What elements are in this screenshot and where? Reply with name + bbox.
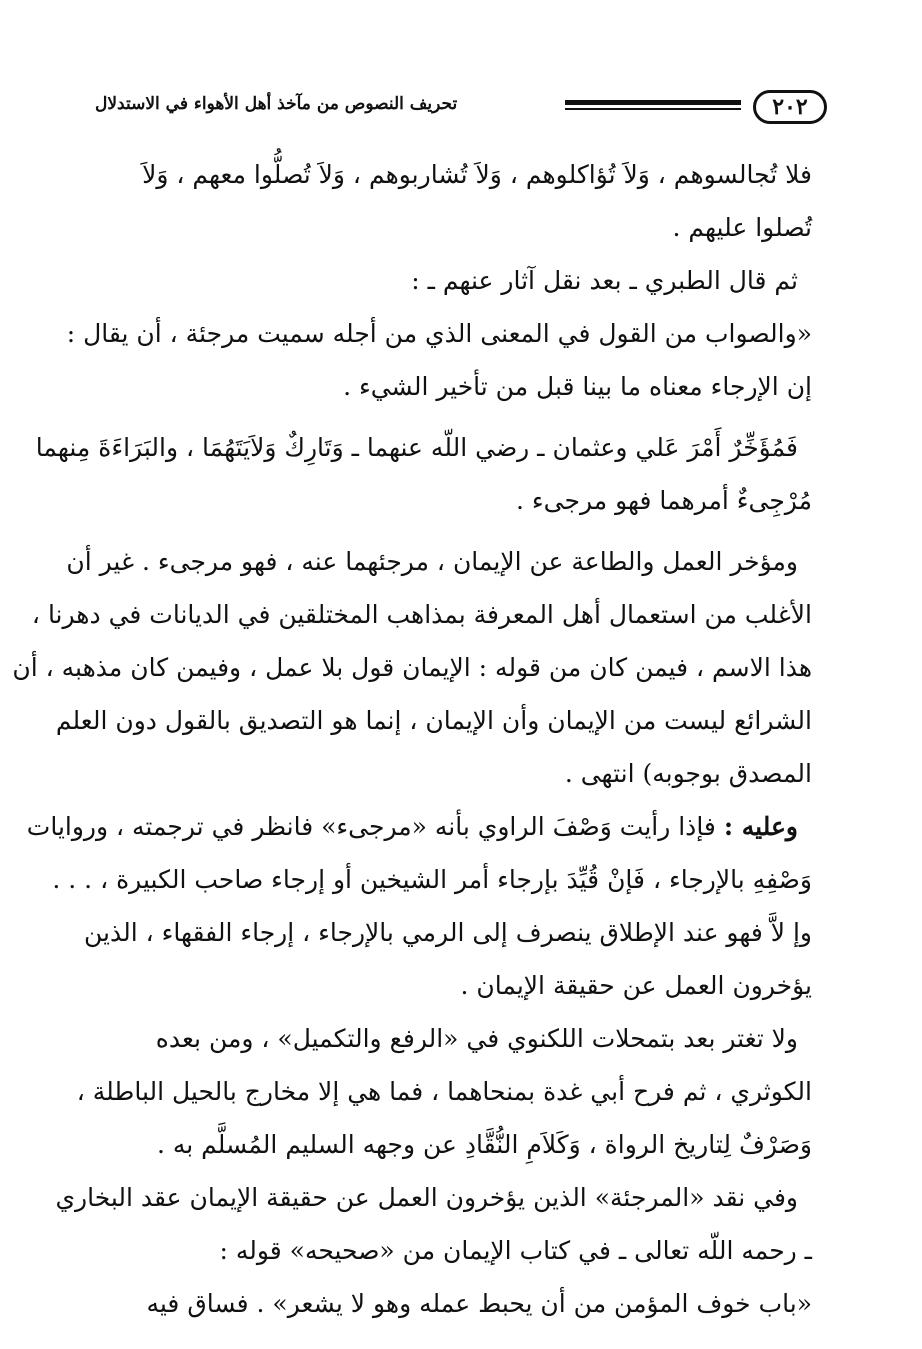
- body-text: [12, 148, 812, 1330]
- text-line: هذا الاسم ، فيمن كان من قوله : الإيمان قول بلا عمل ، وفيمن كان مذهبه ، أن: [12, 653, 812, 682]
- text-line: «باب خوف المؤمن من أن يحبط عمله وهو لا يشعر» . فساق فيه: [146, 1289, 812, 1318]
- running-header: [95, 88, 827, 128]
- text-line: إن الإرجاء معناه ما بينا قبل من تأخير الشيء .: [343, 372, 812, 401]
- text-line: تُصلوا عليهم .: [672, 213, 812, 242]
- paragraph: [35, 421, 812, 527]
- header-rule: [565, 100, 741, 110]
- running-title: تحريف النصوص من مآخذ أهل الأهواء في الاستدلال: [95, 94, 458, 114]
- text-line: وَصَرْفٌ لِتاريخ الرواة ، وَكَلاَمِ النُّقَّادِ عن وجهه السليم المُسلَّم به .: [156, 1130, 812, 1159]
- paragraph: [26, 800, 812, 1012]
- text-line: وفي نقد «المرجئة» الذين يؤخرون العمل عن حقيقة الإيمان عقد البخاري: [55, 1183, 798, 1212]
- paragraph: [55, 1171, 812, 1277]
- text-line: المصدق بوجوبه) انتهى .: [564, 759, 812, 788]
- text-line: فلا تُجالسوهم ، وَلاَ تُؤاكلوهم ، وَلاَ تُشاربوهم ، وَلاَ تُصلُّوا معهم ، وَلاَ: [142, 160, 812, 189]
- text-line: وَصْفِهِ بالإرجاء ، فَإنْ قُيِّدَ بإرجاء أمر الشيخين أو إرجاء صاحب الكبيرة ، . . .: [52, 865, 812, 894]
- text-run: فإذا رأيت وَصْفَ الراوي بأنه «مرجىء» فانظر في ترجمته ، وروايات: [26, 812, 724, 841]
- text-line: وإ لاَّ فهو عند الإطلاق ينصرف إلى الرمي بالإرجاء ، إرجاء الفقهاء ، الذين: [84, 918, 812, 947]
- text-line: الكوثري ، ثم فرح أبي غدة بمنحاهما ، فما هي إلا مخارج بالحيل الباطلة ،: [76, 1077, 812, 1106]
- text-line: «والصواب من القول في المعنى الذي من أجله سميت مرجئة ، أن يقال :: [66, 319, 812, 348]
- text-line: ولا تغتر بعد بتمحلات اللكنوي في «الرفع والتكميل» ، ومن بعده: [155, 1024, 798, 1053]
- paragraph: [100, 254, 812, 307]
- text-line: [26, 800, 812, 853]
- text-line: ـ رحمه اللّه تعالى ـ في كتاب الإيمان من «صحيحه» قوله :: [219, 1236, 812, 1265]
- text-line: ثم قال الطبري ـ بعد نقل آثار عنهم ـ :: [411, 266, 798, 295]
- paragraph: [12, 535, 812, 800]
- paragraph: [100, 148, 812, 254]
- paragraph: [100, 1277, 812, 1330]
- page-number: ٢٠٢: [753, 90, 827, 124]
- lead-word: وعليه :: [723, 812, 798, 841]
- text-line: ومؤخر العمل والطاعة عن الإيمان ، مرجئهما عنه ، فهو مرجىء . غير أن: [66, 547, 798, 576]
- text-line: فَمُؤَخِّرٌ أَمْرَ عَلي وعثمان ـ رضي اللّه عنهما ـ وَتَارِكٌ وَلاَيَتَهُمَا ، والبَرَاءَةَ مِنهما: [35, 433, 798, 462]
- text-line: مُرْجِىءٌ أمرهما فهو مرجىء .: [516, 486, 812, 515]
- paragraph: [66, 307, 812, 413]
- text-line: الأغلب من استعمال أهل المعرفة بمذاهب المختلقين في الديانات في دهرنا ،: [31, 600, 812, 629]
- text-line: الشرائع ليست من الإيمان وأن الإيمان ، إنما هو التصديق بالقول دون العلم: [55, 706, 812, 735]
- text-line: يؤخرون العمل عن حقيقة الإيمان .: [460, 971, 812, 1000]
- paragraph: [76, 1012, 812, 1171]
